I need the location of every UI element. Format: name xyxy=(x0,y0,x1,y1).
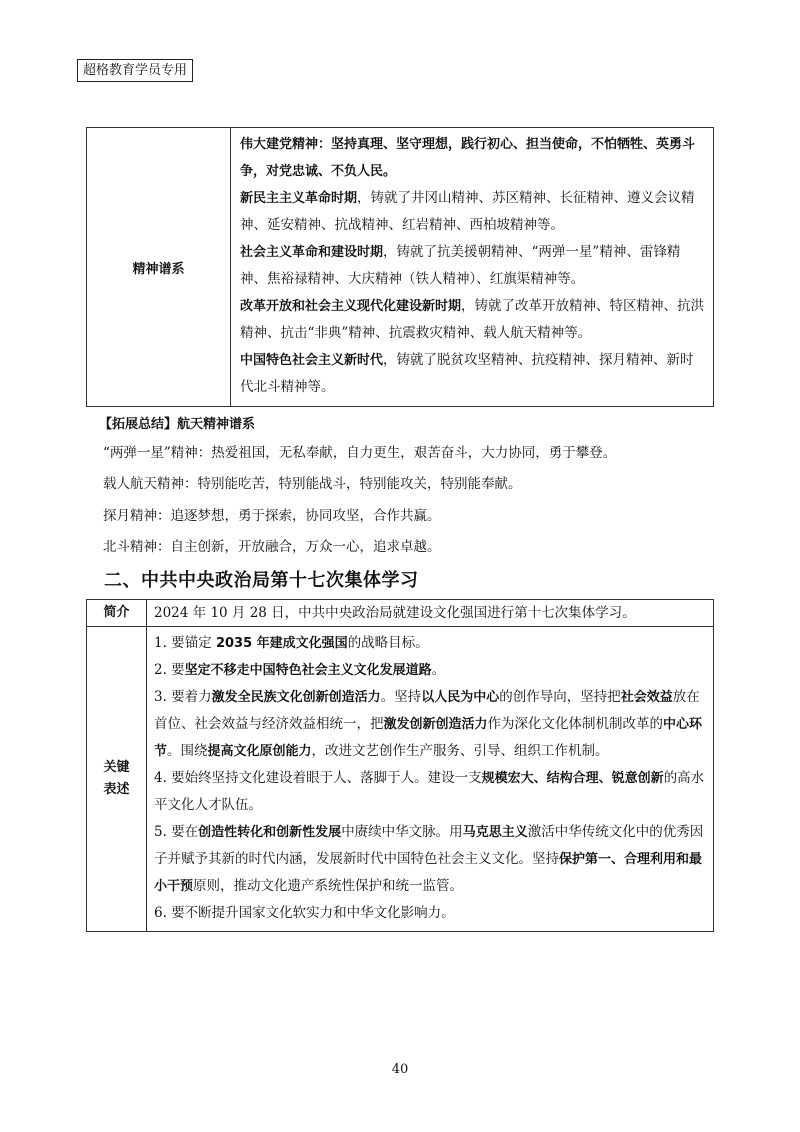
section-title: 二、中共中央政治局第十七次集体学习 xyxy=(104,570,419,591)
key-point: 4. 要始终坚持文化建设着眼于人、落脚于人。建设一支规模宏大、结构合理、锐意创新的高水平文化人才队伍。 xyxy=(154,770,705,813)
extension-item: 探月精神：追逐梦想，勇于探索，协同攻坚，合作共赢。 xyxy=(103,508,441,524)
key-point: 2. 要坚定不移走中国特色社会主义文化发展道路。 xyxy=(154,662,446,678)
spirit-line: 中国特色社会主义新时代，铸就了脱贫攻坚精神、抗疫精神、探月精神、新时代北斗精神等。 xyxy=(240,352,694,395)
extension-title: 【拓展总结】航天精神谱系 xyxy=(99,417,256,432)
key-points xyxy=(147,627,714,932)
watermark-tag: 超格教育学员专用 xyxy=(77,59,193,82)
extension-item: 北斗精神：自主创新，开放融合，万众一心，追求卓越。 xyxy=(103,539,441,555)
spirit-content xyxy=(231,128,714,407)
spirit-lineage-table xyxy=(86,127,714,407)
key-point: 6. 要不断提升国家文化软实力和中华文化影响力。 xyxy=(154,905,455,921)
study-table xyxy=(86,599,714,932)
spirit-line: 社会主义革命和建设时期，铸就了抗美援朝精神、“两弹一星”精神、雷锋精神、焦裕禄精神、大庆精神（铁人精神）、红旗渠精神等。 xyxy=(240,244,681,287)
extension-item: 载人航天精神：特别能吃苦，特别能战斗，特别能攻关，特别能奉献。 xyxy=(103,476,522,492)
key-point: 1. 要锚定 2035 年建成文化强国的战略目标。 xyxy=(154,635,429,651)
spirit-line: 伟大建党精神：坚持真理、坚守理想，践行初心、担当使命，不怕牺牲、英勇斗争，对党忠诚、不负人民。 xyxy=(240,137,696,179)
key-label: 关键 表述 xyxy=(87,627,147,932)
extension-item: “两弹一星”精神：热爱祖国，无私奉献，自力更生，艰苦奋斗，大力协同，勇于攀登。 xyxy=(103,445,617,461)
spirit-line: 新民主主义革命时期，铸就了井冈山精神、苏区精神、长征精神、遵义会议精神、延安精神、抗战精神、红岩精神、西柏坡精神等。 xyxy=(240,190,695,233)
intro-label: 简介 xyxy=(87,600,147,627)
page-number: 40 xyxy=(391,1062,409,1077)
intro-text: 2024 年 10 月 28 日，中共中央政治局就建设文化强国进行第十七次集体学习。 xyxy=(147,600,714,627)
spirit-line: 改革开放和社会主义现代化建设新时期，铸就了改革开放精神、特区精神、抗洪精神、抗击“非典”精神、抗震救灾精神、载人航天精神等。 xyxy=(240,298,705,341)
spirit-label: 精神谱系 xyxy=(87,128,231,407)
key-point: 3. 要着力激发全民族文化创新创造活力。坚持以人民为中心的创作导向，坚持把社会效益放在首位、社会效益与经济效益相统一，把激发创新创造活力作为深化文化体制机制改革的中心环节。围绕提高文化原创能力，改进文艺创作生产服务、引导、组织工作机制。 xyxy=(154,689,703,759)
key-point: 5. 要在创造性转化和创新性发展中赓续中华文脉。用马克思主义激活中华传统文化中的优秀因子并赋予其新的时代内涵，发展新时代中国特色社会主义文化。坚持保护第一、合理利用和最小干预原则，推动文化遗产系统性保护和统一监管。 xyxy=(154,824,704,894)
